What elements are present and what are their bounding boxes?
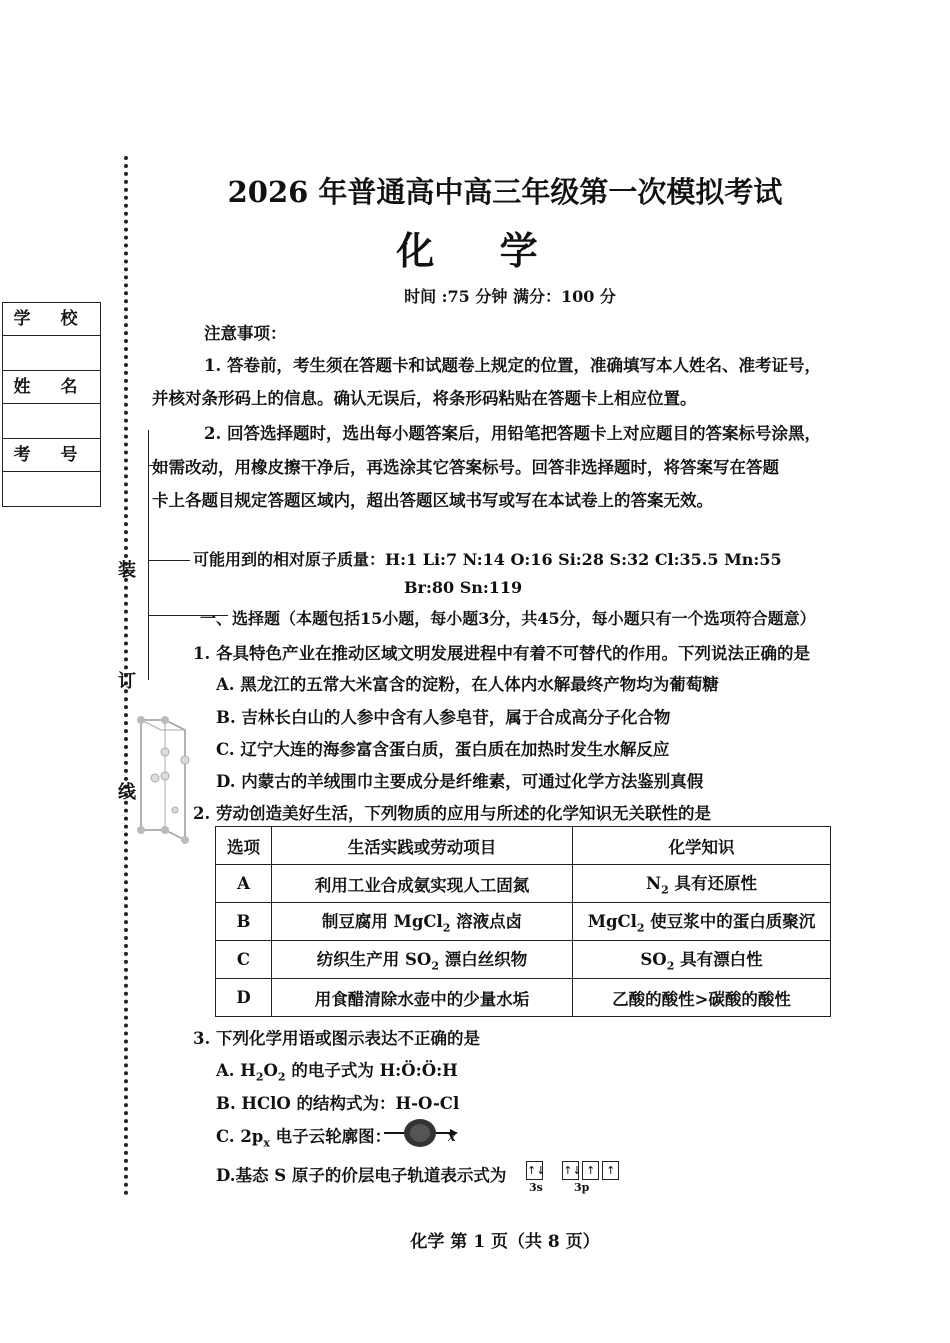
p-orbital-axis-label: x xyxy=(448,1130,456,1145)
orbital-label-3p: 3p xyxy=(574,1181,590,1194)
note-2-line-3: 卡上各题目规定答题区域内，超出答题区域书写或写在本试卷上的答案无效。 xyxy=(152,491,713,510)
atomic-masses-line-1: 可能用到的相对原子质量：H:1 Li:7 N:14 O:16 Si:28 S:32 Cl:35.5 Mn:55 xyxy=(193,550,782,569)
q2-row-a-option: A xyxy=(216,865,272,903)
q3-option-c: C. $2p_x$ 电子云轮廓图： xyxy=(216,1127,392,1150)
q1-option-d: D. 内蒙古的羊绒围巾主要成分是纤维素，可通过化学方法鉴别真假 xyxy=(216,772,704,791)
q1-option-c: C. 辽宁大连的海参富含蛋白质，蛋白质在加热时发生水解反应 xyxy=(216,740,670,759)
subject-title: 化 学 xyxy=(396,228,564,273)
q2-row-c-practice: 纺织生产用 $SO_2$ 漂白丝织物 xyxy=(272,941,573,979)
q3-stem: 3. 下列化学用语或图示表达不正确的是 xyxy=(193,1029,480,1048)
q2-header-knowledge: 化学知识 xyxy=(573,827,831,865)
q2-row-d-option: D xyxy=(216,979,272,1017)
table-row xyxy=(216,865,831,903)
q2-table xyxy=(215,826,831,1017)
page-footer: 化学 第 1 页（共 8 页） xyxy=(410,1232,600,1252)
note-2-line-1: 2. 回答选择题时，选出每小题答案后，用铅笔把答题卡上对应题目的答案标号涂黑， xyxy=(204,424,821,443)
exam-info: 时间 :75 分钟 满分：100 分 xyxy=(404,287,616,306)
q2-row-b-practice: 制豆腐用 MgCl$_2$ 溶液点卤 xyxy=(272,903,573,941)
student-info-table xyxy=(2,302,101,507)
note-1-line-2: 并核对条形码上的信息。确认无误后，将条形码粘贴在答题卡上相应位置。 xyxy=(152,389,697,408)
orbital-box-3p-2: ↑ xyxy=(582,1161,599,1180)
q3-option-d: D.基态 S 原子的价层电子轨道表示式为 xyxy=(216,1166,507,1185)
q2-row-a-practice: 利用工业合成氨实现人工固氮 xyxy=(272,865,573,903)
table-row xyxy=(216,979,831,1017)
table-row xyxy=(216,903,831,941)
school-field[interactable] xyxy=(3,336,100,371)
q3-option-b: B. HClO 的结构式为：H-O-Cl xyxy=(216,1094,460,1113)
binding-char-zhuang: 装 xyxy=(118,560,136,581)
exam-number-label: 考 号 xyxy=(3,439,100,472)
q2-row-d-practice: 用食醋清除水壶中的少量水垢 xyxy=(272,979,573,1017)
binding-char-ding: 订 xyxy=(118,671,136,692)
q1-option-a: A. 黑龙江的五常大米富含的淀粉，在人体内水解最终产物均为葡萄糖 xyxy=(216,675,719,694)
binding-mark-line xyxy=(148,430,149,680)
q2-row-c-option: C xyxy=(216,941,272,979)
orbital-box-3p-3: ↑ xyxy=(602,1161,619,1180)
note-2-line-2: 如需改动，用橡皮擦干净后，再选涂其它答案标号。回答非选择题时，将答案写在答题 xyxy=(152,458,779,477)
name-field[interactable] xyxy=(3,404,100,439)
q2-row-a-knowledge: $N_2$ 具有还原性 xyxy=(573,865,831,903)
binding-char-xian: 线 xyxy=(118,782,136,803)
name-label: 姓 名 xyxy=(3,371,100,404)
q2-header-option: 选项 xyxy=(216,827,272,865)
q2-row-d-knowledge: 乙酸的酸性>碳酸的酸性 xyxy=(573,979,831,1017)
q3-option-a: A. $H_2O_2$ 的电子式为 H:Ö:Ö:H xyxy=(216,1061,458,1084)
section-1-heading: 一、选择题（本题包括15小题，每小题3分，共45分，每小题只有一个选项符合题意） xyxy=(200,609,816,628)
q2-row-b-option: B xyxy=(216,903,272,941)
atomic-masses-line-2: Br:80 Sn:119 xyxy=(404,578,523,597)
binding-mark-tick xyxy=(148,560,190,561)
q2-row-b-knowledge: MgCl$_2$ 使豆浆中的蛋白质聚沉 xyxy=(573,903,831,941)
orbital-box-3p-1: ↑↓ xyxy=(562,1161,579,1180)
q1-stem: 1. 各具特色产业在推动区域文明发展进程中有着不可替代的作用。下列说法正确的是 xyxy=(193,644,810,663)
q2-row-c-knowledge: $SO_2$ 具有漂白性 xyxy=(573,941,831,979)
school-label: 学 校 xyxy=(3,303,100,336)
exam-number-field[interactable] xyxy=(3,472,100,506)
notes-heading: 注意事项： xyxy=(204,324,287,343)
table-row xyxy=(216,941,831,979)
q2-header-practice: 生活实践或劳动项目 xyxy=(272,827,573,865)
exam-title: 2026 年普通高中高三年级第一次模拟考试 xyxy=(227,175,783,209)
crystal-sketch-icon xyxy=(135,716,205,846)
orbital-box-3s: ↑↓ xyxy=(526,1161,543,1180)
q2-table-header xyxy=(216,827,831,865)
orbital-diagram xyxy=(526,1159,622,1180)
q1-option-b: B. 吉林长白山的人参中含有人参皂苷，属于合成高分子化合物 xyxy=(216,708,671,727)
note-1-line-1: 1. 答卷前，考生须在答题卡和试题卷上规定的位置，准确填写本人姓名、准考证号， xyxy=(204,356,821,375)
orbital-label-3s: 3s xyxy=(529,1181,543,1194)
q2-stem: 2. 劳动创造美好生活，下列物质的应用与所述的化学知识无关联性的是 xyxy=(193,804,711,823)
